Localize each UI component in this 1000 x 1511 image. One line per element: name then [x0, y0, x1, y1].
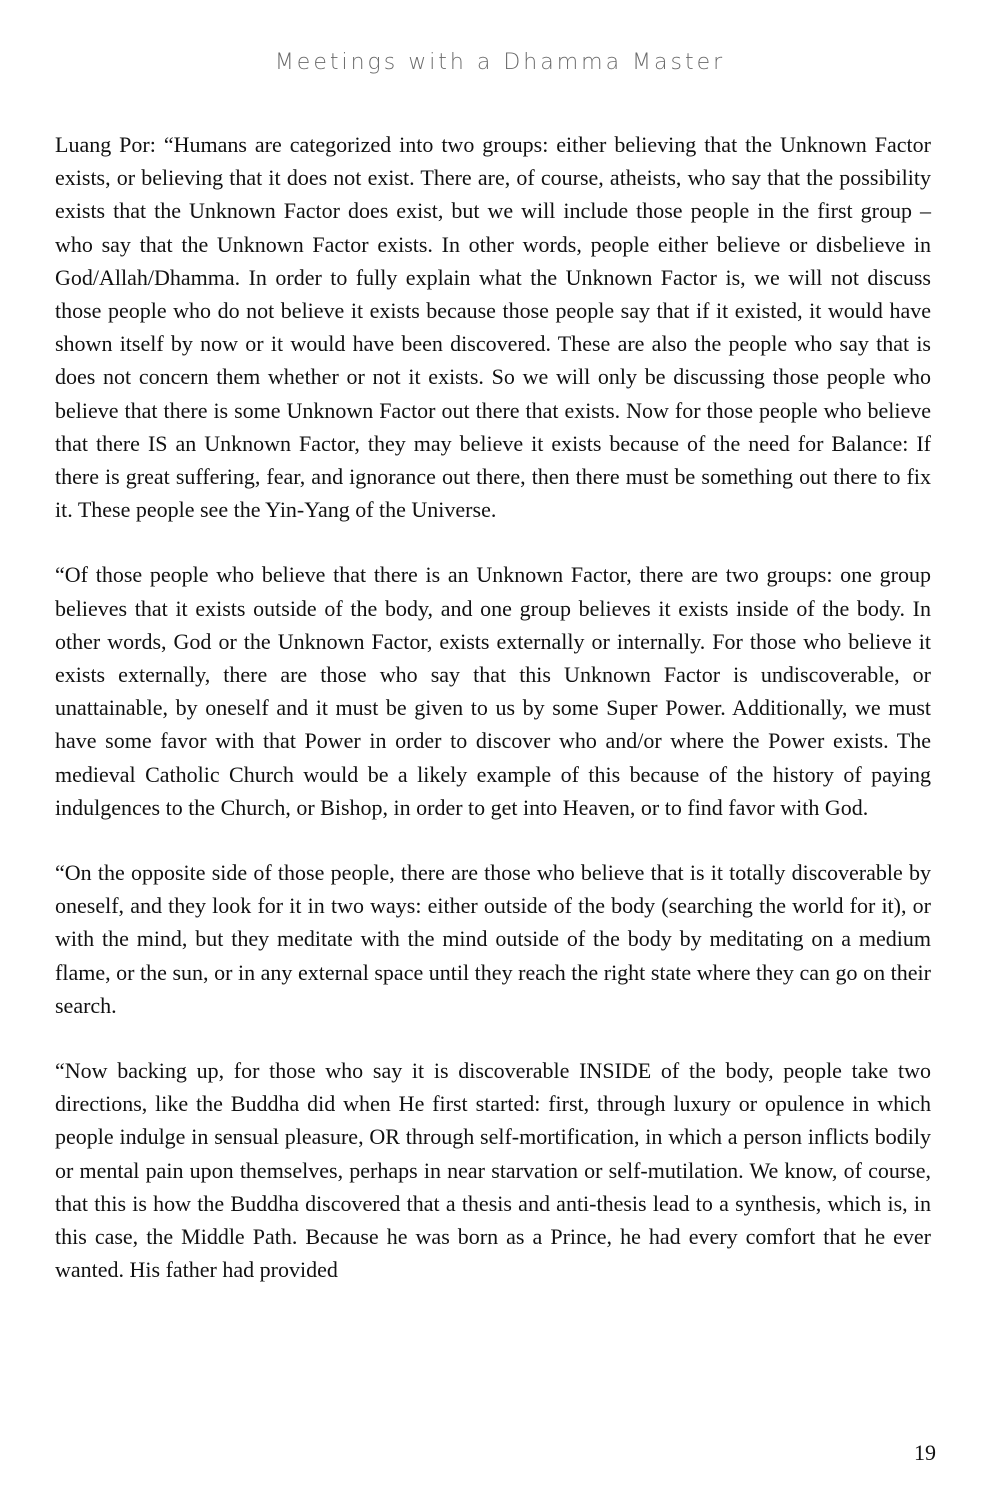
paragraph-1: Luang Por: “Humans are categorized into two groups: either believing that the Unknown Factor exists, or believing that it does not exist. There are, of course, atheists, who say that the possibility exists that the Unknown Factor does exist, but we will include those people in the first group – who say that the Unknown Factor exists. In other words, people either believe or disbelieve in God/Allah/Dhamma. In order to fully explain what the Unknown Factor is, we will not discuss those people who do not believe it exists because those people say that if it existed, it would have shown itself by now or it would have been discovered. These are also the people who say that is does not concern them whether or not it exists. So we will only be discussing those people who believe that there is some Unknown Factor out there that exists. Now for those people who believe that there IS an Unknown Factor, they may believe it exists because of the need for Balance: If there is great suffering, fear, and ignorance out there, then there must be something out there to fix it. These people see the Yin-Yang of the Universe. — [55, 132, 931, 523]
paragraph-3: “On the opposite side of those people, there are those who believe that is it totally discoverable by oneself, and they look for it in two ways: either outside of the body (searching the world for it), or with the mind, but they meditate with the mind outside of the body by meditating on a medium flame, or the sun, or in any external space until they reach the right state where they can go on their search. — [55, 860, 931, 1018]
paragraph-2: “Of those people who believe that there is an Unknown Factor, there are two groups: one group believes that it exists outside of the body, and one group believes it exists inside of the body. In other words, God or the Unknown Factor, exists externally or internally. For those who believe it exists externally, there are those who say that this Unknown Factor is undiscoverable, or unattainable, by oneself and it must be given to us by some Super Power. Additionally, we must have some favor with that Power in order to discover who and/or where the Power exists. The medieval Catholic Church would be a likely example of this because of the history of paying indulgences to the Church, or Bishop, in order to get into Heaven, or to find favor with God. — [55, 562, 931, 820]
page-number: 19 — [914, 1440, 936, 1465]
body-text — [55, 128, 931, 1287]
paragraph-4: “Now backing up, for those who say it is discoverable INSIDE of the body, people take two directions, like the Buddha did when He first started: first, through luxury or opulence in which people indulge in sensual pleasure, OR through self-mortification, in which a person inflicts bodily or mental pain upon themselves, perhaps in near starvation or self-mutilation. We know, of course, that this is how the Buddha discovered that a thesis and anti-thesis lead to a synthesis, which is, in this case, the Middle Path. Because he was born as a Prince, he had every comfort that he ever wanted. His father had provided — [55, 1058, 931, 1283]
running-head: Meetings with a Dhamma Master — [274, 50, 726, 75]
